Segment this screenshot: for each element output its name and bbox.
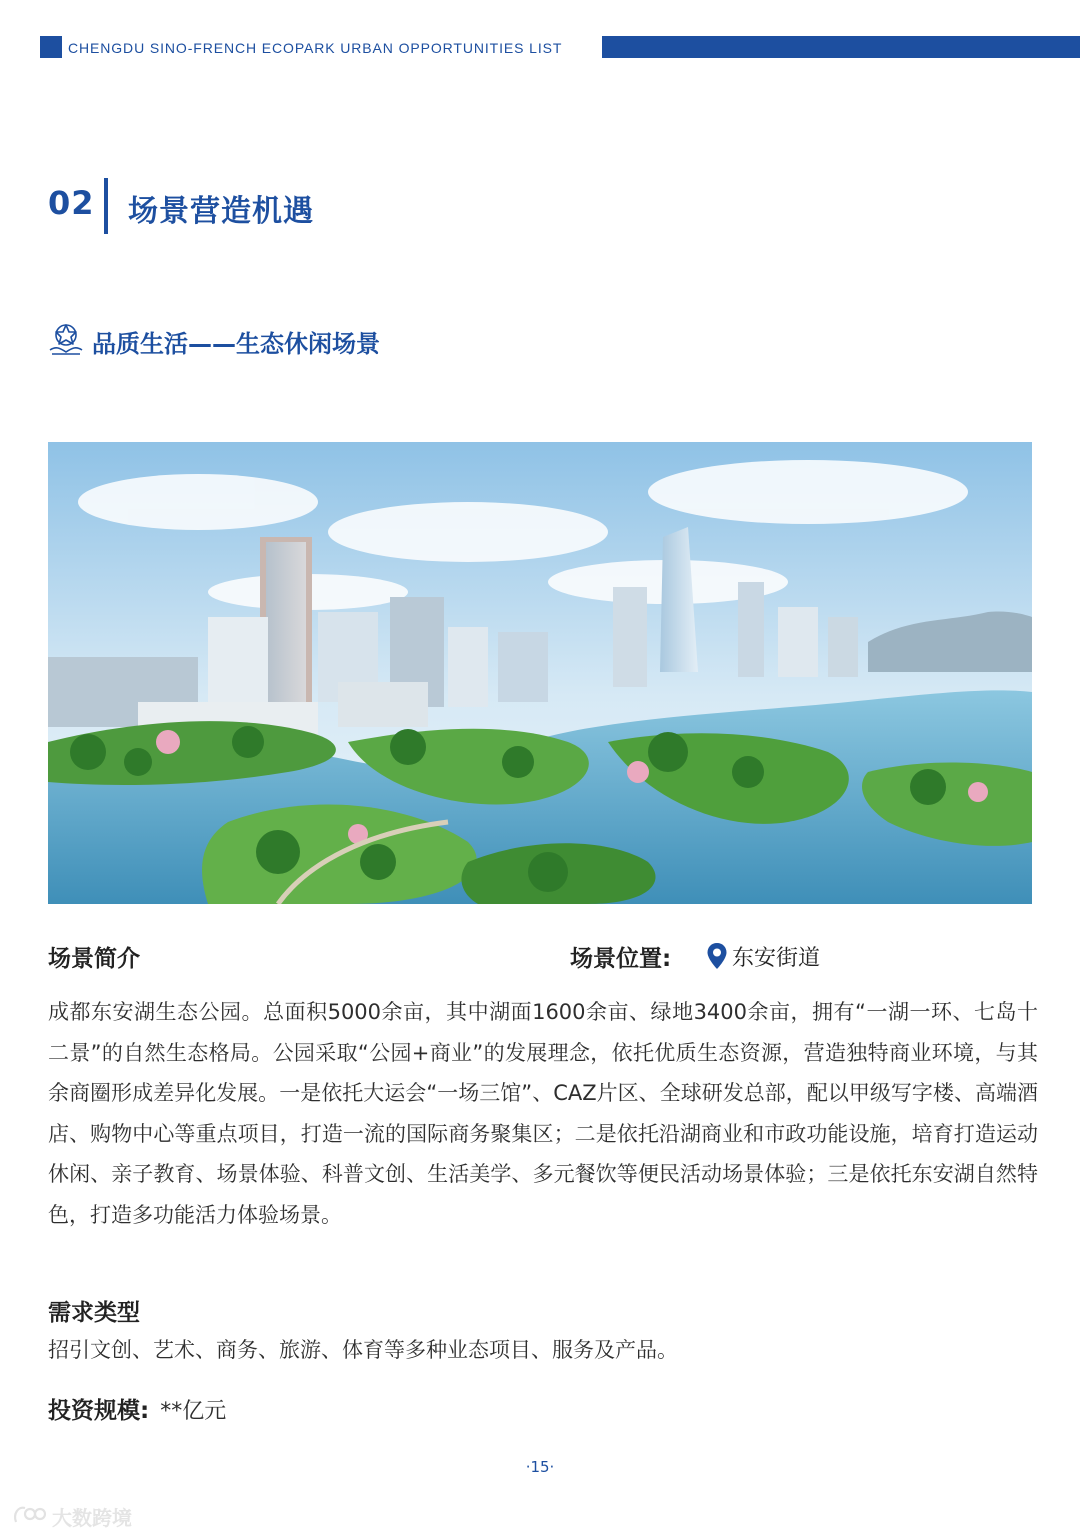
watermark-logo-icon [12, 1502, 46, 1526]
award-badge-icon [48, 322, 84, 356]
subsection-title: 品质生活——生态休闲场景 [92, 330, 380, 358]
header-accent-bar [602, 36, 1080, 58]
investment-row [48, 1392, 226, 1426]
hero-image [48, 442, 1032, 904]
eco-park-rendering [48, 442, 1032, 904]
header-bar [40, 36, 1080, 58]
scene-label-row [48, 940, 1032, 974]
header-accent-block [40, 36, 62, 58]
demand-type-text: 招引文创、艺术、商务、旅游、体育等多种业态项目、服务及产品。 [48, 1338, 678, 1362]
scene-location-label: 场景位置: [570, 946, 672, 972]
scene-intro-label: 场景简介 [48, 946, 140, 972]
scene-intro-text: 成都东安湖生态公园。总面积5000余亩，其中湖面1600余亩、绿地3400余亩，拥有“一湖一环、七岛十二景”的自然生态格局。公园采取“公园+商业”的发展理念，依托优质生态资源，营造独特商业环境，与其余商圈形成差异化发展。一是依托大运会“一场三馆”、CAZ片区、全球研发总部，配以甲级写字楼、高端酒店、购物中心等重点项目，打造一流的国际商务聚集区；二是依托沿湖商业和市政功能设施，培育打造运动休闲、亲子教育、场景体验、科普文创、生活美学、多元餐饮等便民活动场景体验；三是依托东安湖自然特色，打造多功能活力体验场景。 [48, 1000, 1038, 1227]
scene-location-value: 东安街道 [732, 946, 821, 971]
investment-value: **亿元 [160, 1399, 227, 1424]
section-divider [104, 178, 108, 234]
section-title: 场景营造机遇 [128, 194, 314, 229]
watermark-text: 大数跨境 [52, 1506, 132, 1530]
investment-label: 投资规模: [48, 1398, 150, 1424]
demand-type-label: 需求类型 [48, 1300, 140, 1326]
header-title: CHENGDU SINO-FRENCH ECOPARK URBAN OPPORTUNITIES LIST [68, 40, 563, 56]
section-number: 02 [48, 184, 95, 222]
map-pin-icon [706, 942, 728, 970]
page-number: ·15· [525, 1458, 555, 1476]
watermark [12, 1500, 152, 1530]
